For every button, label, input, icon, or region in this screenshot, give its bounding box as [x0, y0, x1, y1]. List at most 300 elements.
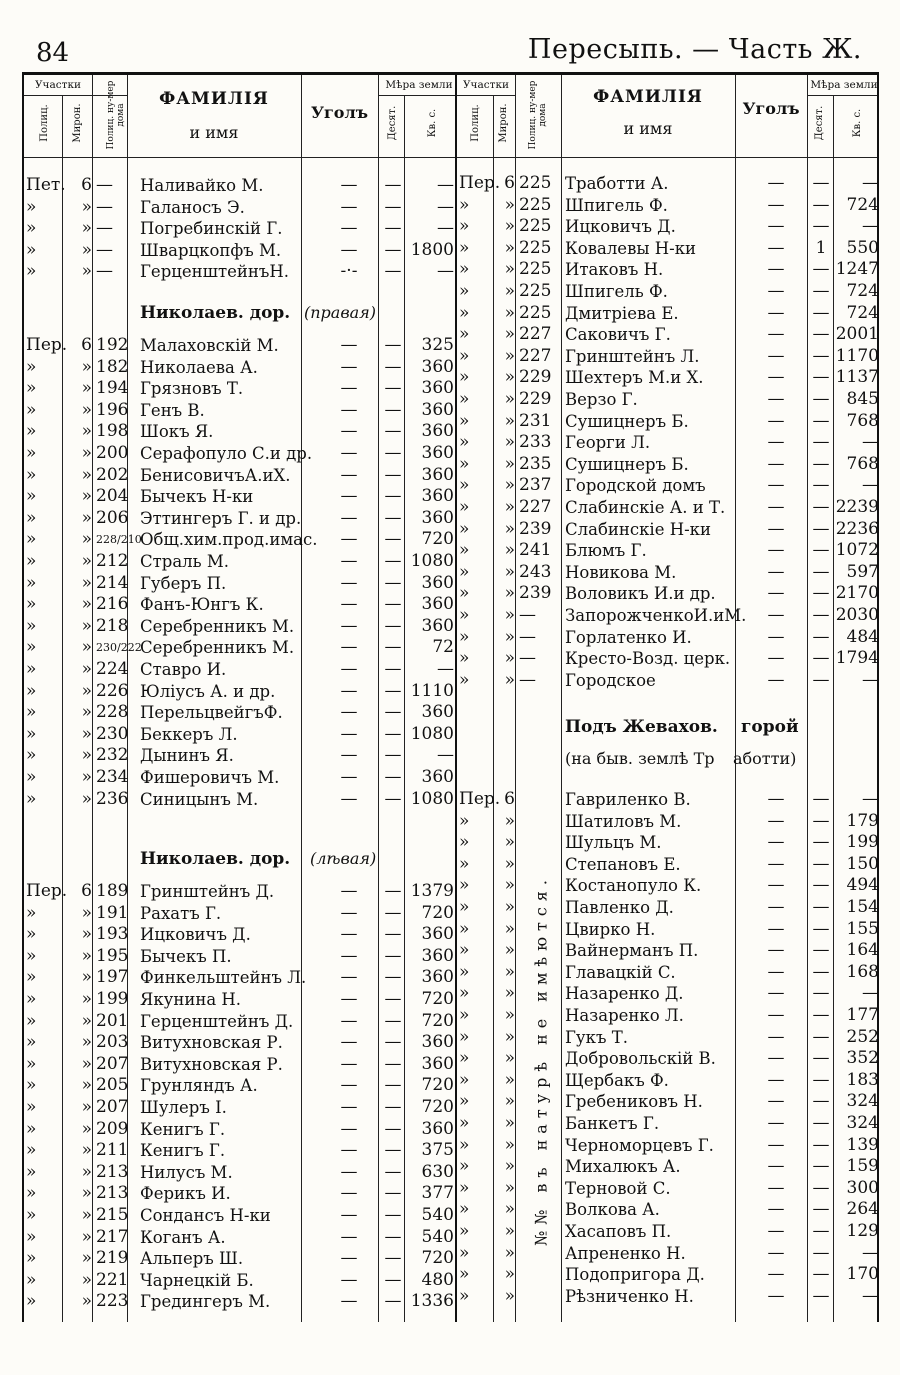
cell-name: Павленко Д.: [565, 898, 674, 917]
cell-name: Сонданcъ Н-ки: [140, 1206, 271, 1225]
cell-kv: 300: [846, 1177, 879, 1198]
cell-kv: 2239: [835, 497, 879, 517]
cell-kv: 360: [421, 1118, 454, 1139]
cell-des: —: [384, 967, 402, 988]
table-row: [457, 854, 877, 876]
cell-pol: Пер.: [26, 881, 68, 901]
cell-ugol: —: [767, 961, 785, 982]
hdr-familia-r: ФАМИЛІЯ: [593, 87, 703, 107]
cell-no: 241: [519, 540, 552, 561]
table-row: [24, 745, 458, 767]
cell-no: 202: [96, 464, 129, 485]
table-row: [457, 259, 877, 281]
cell-ugol: —: [767, 540, 785, 561]
cell-pol: »: [26, 572, 37, 593]
hdr-ugol: Уголъ: [310, 103, 368, 122]
cell-kv: 720: [421, 989, 454, 1009]
cell-kv: 168: [846, 961, 879, 982]
cell-kv: 155: [846, 918, 879, 939]
cell-mir: »: [81, 945, 92, 966]
cell-ugol: —: [340, 745, 358, 766]
cell-ugol: —: [340, 443, 358, 463]
cell-no: 203: [96, 1032, 129, 1053]
cell-pol: »: [459, 1134, 470, 1155]
cell-des: —: [384, 989, 402, 1009]
cell-pol: »: [26, 615, 37, 636]
cell-pol: »: [459, 897, 470, 917]
cell-kv: 360: [421, 594, 454, 615]
hdr-nomer-r: Полиц. ну-мер дома: [528, 80, 548, 150]
table-row: [457, 411, 877, 433]
cell-name: Кресто-Возд. церк.: [565, 649, 731, 669]
cell-ugol: —: [340, 399, 358, 420]
cell-kv: 1247: [835, 259, 879, 280]
table-row: [457, 238, 877, 260]
cell-no: 230: [96, 723, 129, 744]
cell-kv: 2030: [835, 605, 879, 625]
cell-des: —: [812, 561, 830, 582]
cell-ugol: —: [767, 1069, 785, 1090]
cell-mir: »: [504, 961, 515, 982]
cell-des: —: [812, 1091, 830, 1112]
cell-name: Шульцъ М.: [565, 833, 662, 853]
cell-des: —: [812, 1113, 830, 1133]
table-row: [457, 1243, 877, 1265]
cell-name: Николаева А.: [140, 357, 258, 377]
cell-ugol: —: [340, 723, 358, 744]
cell-name: Сушицнеръ Б.: [565, 454, 689, 474]
cell-mir: »: [81, 767, 92, 787]
cell-pol: »: [459, 259, 470, 280]
cell-pol: »: [26, 464, 37, 485]
cell-des: —: [812, 1242, 830, 1263]
cell-mir: »: [504, 194, 515, 215]
cell-mir: 6: [81, 335, 92, 355]
cell-ugol: —: [340, 881, 358, 901]
table-row: [24, 1270, 458, 1292]
cell-pol: »: [26, 902, 37, 923]
table-row: [24, 903, 458, 925]
cell-mir: »: [81, 486, 92, 507]
cell-name: Рѣзниченко Н.: [565, 1286, 694, 1306]
cell-mir: »: [504, 875, 515, 896]
cell-des: —: [384, 443, 402, 463]
cell-kv: 150: [846, 853, 879, 874]
table-row: [24, 421, 458, 443]
hdr-polits-r: Полиц.: [470, 104, 481, 142]
cell-ugol: —: [340, 486, 358, 507]
cell-mir: »: [81, 1032, 92, 1053]
cell-no: —: [519, 669, 536, 690]
cell-kv: 360: [421, 1032, 454, 1053]
cell-mir: »: [504, 832, 515, 853]
cell-des: —: [812, 389, 830, 409]
cell-kv: 360: [421, 421, 454, 442]
cell-no: 212: [96, 551, 129, 571]
left-section-1: Николаев. дор.: [140, 303, 291, 323]
cell-no: 189: [96, 881, 129, 901]
cell-des: —: [384, 767, 402, 787]
cell-name: Шулеръ І.: [140, 1098, 227, 1117]
cell-ugol: -·-: [340, 261, 358, 282]
cell-des: —: [812, 281, 830, 301]
cell-pol: »: [459, 216, 470, 237]
cell-pol: »: [459, 281, 470, 301]
cell-name: Якунина Н.: [140, 990, 242, 1009]
cell-des: —: [812, 1069, 830, 1090]
cell-name: ЗапорожченкоИ.иМ.: [565, 606, 747, 625]
table-row: [24, 400, 458, 422]
cell-pol: »: [459, 389, 470, 409]
table-row: [24, 378, 458, 400]
cell-ugol: —: [340, 788, 358, 809]
cell-mir: »: [504, 389, 515, 409]
cell-kv: —: [437, 175, 454, 195]
cell-name: Серебренникъ М.: [140, 638, 295, 658]
cell-ugol: —: [340, 659, 358, 679]
cell-name: Витухновская Р.: [140, 1033, 283, 1053]
cell-kv: 768: [846, 410, 879, 431]
cell-name: Синицынъ М.: [140, 789, 259, 809]
cell-mir: »: [81, 1226, 92, 1247]
table-row: [24, 924, 458, 946]
cell-kv: —: [862, 173, 879, 193]
cell-no: 207: [96, 1097, 129, 1117]
cell-des: —: [384, 1053, 402, 1074]
cell-mir: »: [81, 399, 92, 420]
cell-ugol: —: [767, 648, 785, 669]
cell-ugol: —: [767, 345, 785, 366]
cell-mir: »: [504, 1091, 515, 1112]
cell-name: Бычекъ П.: [140, 946, 232, 966]
cell-pol: »: [26, 659, 37, 679]
cell-des: —: [812, 648, 830, 669]
cell-no: —: [519, 648, 536, 669]
table-row: [457, 832, 877, 854]
cell-pol: »: [26, 1205, 37, 1225]
cell-name: Слабинскіе Н-ки: [565, 519, 711, 539]
cell-kv: 360: [421, 702, 454, 723]
cell-mir: »: [81, 1291, 92, 1312]
table-row: [457, 962, 877, 984]
hdr-des: Десят.: [387, 105, 398, 141]
cell-pol: »: [26, 239, 37, 260]
cell-pol: »: [26, 594, 37, 615]
table-row: [457, 1156, 877, 1178]
cell-name: Волкова А.: [565, 1200, 660, 1220]
cell-ugol: —: [767, 1264, 785, 1285]
cell-no: 211: [96, 1140, 129, 1161]
cell-name: Саковичъ Г.: [565, 325, 671, 345]
hdr-miron-r: Мирон.: [498, 103, 509, 143]
cell-pol: »: [459, 940, 470, 961]
cell-ugol: —: [767, 432, 785, 453]
cell-des: —: [384, 1075, 402, 1096]
cell-kv: 177: [846, 1005, 879, 1025]
cell-kv: —: [862, 789, 879, 809]
cell-name: Погребинскій Г.: [140, 219, 283, 239]
cell-mir: »: [504, 983, 515, 1004]
cell-mir: »: [504, 216, 515, 237]
cell-des: —: [384, 175, 402, 195]
cell-mir: »: [81, 239, 92, 260]
cell-ugol: —: [340, 421, 358, 442]
cell-des: —: [812, 1026, 830, 1047]
table-row: [24, 1205, 458, 1227]
cell-mir: »: [504, 1156, 515, 1177]
table-row: [457, 940, 877, 962]
table-row: [24, 1032, 458, 1054]
cell-kv: 597: [846, 561, 879, 582]
cell-kv: 630: [421, 1161, 454, 1182]
cell-kv: 360: [421, 356, 454, 377]
table-row: [457, 983, 877, 1005]
cell-pol: »: [26, 356, 37, 377]
cell-ugol: —: [767, 1285, 785, 1306]
cell-pol: »: [26, 1010, 37, 1031]
cell-des: —: [812, 216, 830, 237]
cell-mir: »: [504, 648, 515, 669]
table-row: [457, 1048, 877, 1070]
cell-kv: 720: [421, 1010, 454, 1031]
cell-kv: 480: [421, 1269, 454, 1290]
cell-name: Итаковъ Н.: [565, 260, 664, 280]
cell-ugol: —: [767, 1156, 785, 1177]
cell-pol: »: [459, 853, 470, 874]
cell-name: Шехтеръ М.и Х.: [565, 368, 704, 388]
cell-des: —: [384, 945, 402, 966]
cell-no: 207: [96, 1053, 129, 1074]
cell-pol: »: [26, 1118, 37, 1139]
cell-pol: »: [459, 561, 470, 582]
cell-kv: 325: [421, 335, 454, 355]
cell-pol: »: [26, 551, 37, 571]
cell-mir: »: [81, 723, 92, 744]
cell-pol: »: [26, 1248, 37, 1269]
cell-name: Горлатенко И.: [565, 627, 692, 647]
cell-name: Вайнерманъ П.: [565, 941, 699, 961]
cell-pol: »: [459, 1091, 470, 1112]
cell-des: —: [384, 1032, 402, 1053]
cell-mir: »: [504, 475, 515, 496]
table-row: [24, 989, 458, 1011]
cell-name: Апрененко Н.: [565, 1243, 686, 1263]
cell-mir: »: [504, 669, 515, 690]
cell-pol: »: [459, 669, 470, 690]
cell-ugol: —: [767, 389, 785, 409]
cell-no: 229: [519, 389, 552, 409]
cell-pol: »: [459, 1285, 470, 1306]
cell-kv: 720: [421, 1075, 454, 1096]
cell-kv: 724: [846, 281, 879, 301]
table-row: [457, 919, 877, 941]
cell-kv: 720: [421, 1248, 454, 1269]
cell-mir: »: [504, 626, 515, 647]
cell-name: Назаренко Д.: [565, 984, 684, 1004]
cell-mir: »: [81, 1205, 92, 1225]
cell-pol: »: [459, 961, 470, 982]
cell-pol: »: [26, 767, 37, 787]
cell-des: —: [384, 464, 402, 485]
cell-name: Герценштейнъ Д.: [140, 1011, 294, 1031]
cell-name: Финкельштейнъ Л.: [140, 968, 307, 988]
cell-des: —: [812, 1156, 830, 1177]
cell-kv: 324: [846, 1113, 879, 1133]
cell-name: Городской домъ: [565, 476, 706, 496]
cell-pol: »: [459, 918, 470, 939]
cell-no: 230/222: [96, 641, 142, 655]
cell-kv: 360: [421, 767, 454, 787]
cell-name: Беккеръ Л.: [140, 724, 238, 744]
cell-kv: —: [862, 669, 879, 690]
cell-des: —: [812, 1134, 830, 1155]
cell-name: Городское: [565, 670, 656, 690]
table-row: [457, 454, 877, 476]
cell-mir: »: [504, 1177, 515, 1198]
cell-name: Кенигъ Г.: [140, 1119, 226, 1139]
cell-des: —: [384, 1205, 402, 1225]
cell-pol: »: [26, 261, 37, 282]
cell-mir: »: [504, 940, 515, 961]
cell-name: Серафопуло С.и др.: [140, 444, 313, 463]
table-row: [457, 1005, 877, 1027]
right-section-1b: горой: [741, 717, 799, 737]
cell-des: —: [812, 1048, 830, 1069]
cell-pol: »: [26, 989, 37, 1009]
cell-kv: 170: [846, 1264, 879, 1285]
cell-pol: »: [26, 788, 37, 809]
cell-ugol: —: [767, 983, 785, 1004]
cell-name: Гребениковъ Н.: [565, 1092, 703, 1112]
right-section-1c: (на быв. землѣ Тр: [565, 749, 715, 768]
cell-des: —: [384, 1118, 402, 1139]
cell-ugol: —: [767, 259, 785, 280]
cell-no: 200: [96, 443, 129, 463]
cell-des: —: [384, 486, 402, 507]
cell-name: Шпигель Ф.: [565, 282, 668, 301]
cell-pol: »: [459, 1026, 470, 1047]
cell-des: —: [812, 897, 830, 917]
cell-pol: Пер.: [26, 335, 68, 355]
cell-kv: 1800: [410, 239, 454, 260]
cell-name: Шпигель Ф.: [565, 195, 668, 215]
cell-kv: 2170: [835, 583, 879, 604]
cell-name: Тработти А.: [565, 174, 669, 193]
table-row: [24, 967, 458, 989]
cell-kv: 139: [846, 1134, 879, 1155]
cell-pol: »: [26, 702, 37, 723]
cell-pol: »: [26, 486, 37, 507]
cell-pol: »: [459, 345, 470, 366]
cell-name: Губеръ П.: [140, 573, 227, 593]
table-row: [24, 659, 458, 681]
table-row: [457, 216, 877, 238]
cell-mir: »: [81, 637, 92, 658]
cell-mir: »: [504, 583, 515, 604]
hdr-kv: Кв. с.: [427, 108, 438, 138]
hdr-uchastki: Участки: [34, 79, 82, 91]
cell-ugol: —: [340, 1075, 358, 1096]
cell-name: ПерельцвейгъФ.: [140, 703, 283, 723]
table-row: [24, 240, 458, 262]
table-row: [457, 389, 877, 411]
cell-ugol: —: [767, 561, 785, 582]
cell-des: —: [384, 902, 402, 923]
cell-mir: »: [504, 281, 515, 301]
table-row: [457, 195, 877, 217]
table-row: [24, 1162, 458, 1184]
cell-name: Генъ В.: [140, 400, 205, 420]
table-row: [24, 551, 458, 573]
table-row: [24, 616, 458, 638]
table-row: [24, 1248, 458, 1270]
cell-name: Костанопуло К.: [565, 876, 702, 896]
cell-ugol: —: [767, 518, 785, 539]
cell-name: Коганъ А.: [140, 1227, 226, 1247]
cell-pol: »: [26, 1075, 37, 1096]
cell-ugol: —: [340, 945, 358, 966]
cell-kv: 720: [421, 902, 454, 923]
cell-name: Гринштейнъ Д.: [140, 882, 275, 901]
cell-ugol: —: [767, 1113, 785, 1133]
cell-pol: »: [26, 443, 37, 463]
table-row: [24, 789, 458, 811]
cell-des: —: [384, 399, 402, 420]
cell-mir: »: [81, 615, 92, 636]
cell-des: —: [384, 261, 402, 282]
cell-pol: »: [459, 583, 470, 604]
cell-des: —: [812, 875, 830, 896]
cell-des: 1: [815, 237, 827, 258]
cell-mir: »: [81, 1053, 92, 1074]
cell-ugol: —: [340, 594, 358, 615]
cell-ugol: —: [767, 1221, 785, 1241]
cell-name: Михалюкъ А.: [565, 1157, 681, 1177]
cell-des: —: [812, 367, 830, 388]
cell-pol: »: [26, 421, 37, 442]
cell-des: —: [384, 615, 402, 636]
cell-no: 193: [96, 924, 129, 945]
cell-kv: —: [862, 216, 879, 237]
cell-name: Грунляндъ А.: [140, 1076, 258, 1096]
cell-no: 206: [96, 507, 129, 528]
cell-pol: »: [26, 945, 37, 966]
cell-mir: »: [81, 1140, 92, 1161]
cell-mir: »: [81, 1010, 92, 1031]
cell-name: Сушицнеръ Б.: [565, 411, 689, 431]
cell-ugol: —: [340, 551, 358, 571]
running-title: Пересыпь. — Часть Ж.: [527, 34, 862, 65]
cell-name: Страль М.: [140, 552, 230, 571]
cell-kv: 324: [846, 1091, 879, 1112]
cell-no: 225: [519, 259, 552, 280]
table-row: [24, 1183, 458, 1205]
cell-kv: 360: [421, 464, 454, 485]
table-row: [24, 594, 458, 616]
cell-name: Ицковичъ Д.: [565, 217, 676, 237]
cell-ugol: —: [340, 1183, 358, 1204]
cell-kv: 768: [846, 453, 879, 474]
cell-ugol: —: [767, 281, 785, 301]
cell-ugol: —: [340, 989, 358, 1009]
cell-name: Гукъ Т.: [565, 1027, 628, 1047]
cell-kv: 1794: [835, 648, 879, 669]
cell-des: —: [812, 324, 830, 345]
table-row: [457, 670, 877, 692]
cell-ugol: —: [340, 356, 358, 377]
cell-pol: »: [26, 507, 37, 528]
cell-name: Ковалевы Н-ки: [565, 238, 697, 258]
